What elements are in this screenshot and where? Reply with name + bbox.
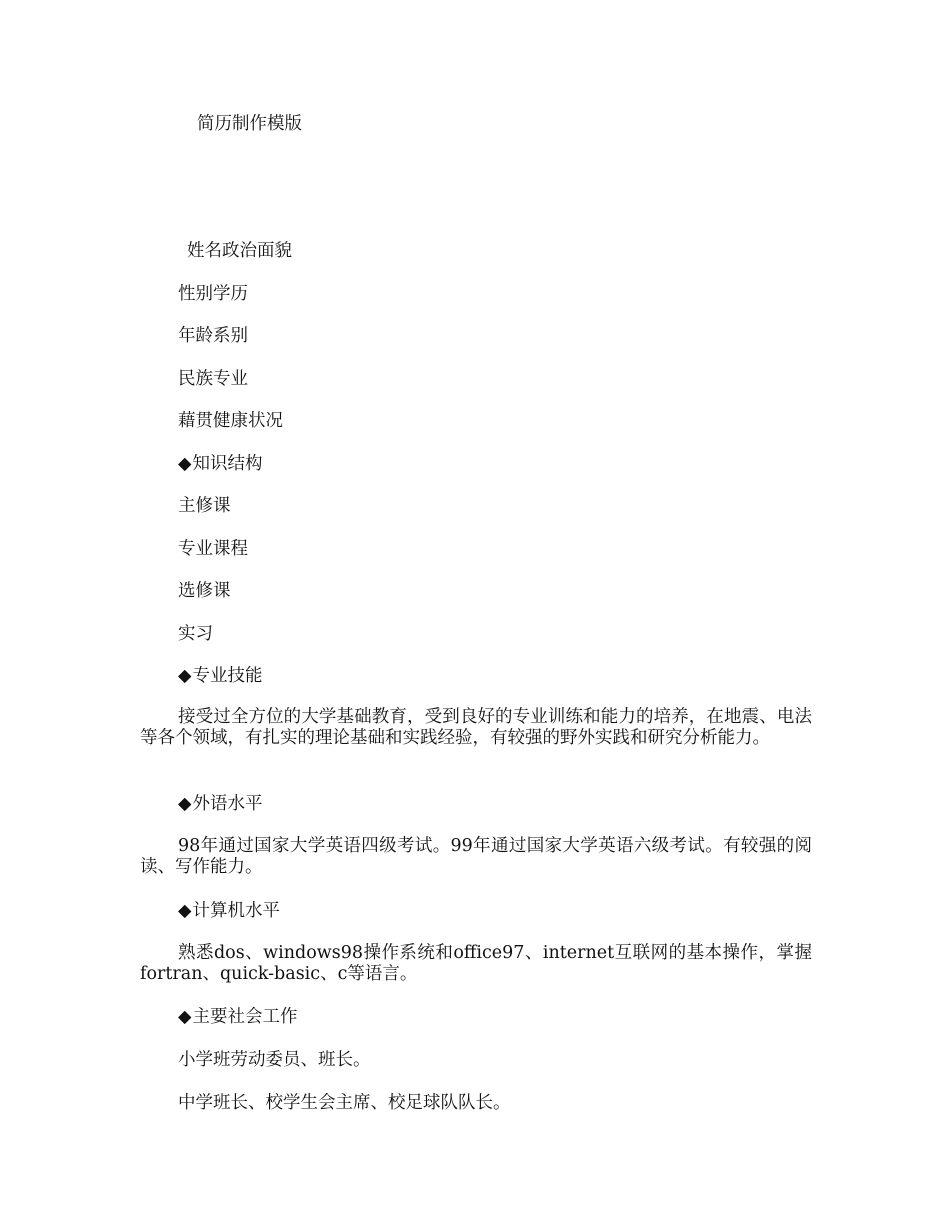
info-row-age-department: 年龄系别 [178,326,248,346]
section-heading-knowledge: ◆知识结构 [178,454,263,474]
knowledge-item-professional-courses: 专业课程 [178,539,248,559]
knowledge-item-major-courses: 主修课 [178,496,231,516]
language-paragraph: 98年通过国家大学英语四级考试。99年通过国家大学英语六级考试。有较强的阅读、写作能力。 [140,836,812,877]
document-title: 简历制作模版 [197,114,302,134]
section-heading-skills: ◆专业技能 [178,666,263,686]
skills-paragraph: 接受过全方位的大学基础教育，受到良好的专业训练和能力的培养，在地震、电法等各个领域，有扎实的理论基础和实践经验，有较强的野外实践和研究分析能力。 [140,707,812,748]
social-item-primary-school: 小学班劳动委员、班长。 [178,1050,371,1070]
knowledge-item-internship: 实习 [178,624,213,644]
social-item-middle-school: 中学班长、校学生会主席、校足球队队长。 [178,1093,511,1113]
diamond-bullet-icon: ◆ [178,454,192,474]
section-heading-language: ◆外语水平 [178,794,263,814]
section-heading-social: ◆主要社会工作 [178,1007,298,1027]
computer-paragraph: 熟悉dos、windows98操作系统和office97、internet互联网的基本操作，掌握fortran、quick-basic、c等语言。 [140,943,812,984]
knowledge-item-electives: 选修课 [178,581,231,601]
diamond-bullet-icon: ◆ [178,901,192,921]
info-row-ethnicity-major: 民族专业 [178,369,248,389]
diamond-bullet-icon: ◆ [178,794,192,814]
diamond-bullet-icon: ◆ [178,666,192,686]
diamond-bullet-icon: ◆ [178,1007,192,1027]
section-heading-computer: ◆计算机水平 [178,901,280,921]
info-row-hometown-health: 藉贯健康状况 [178,411,283,431]
info-row-gender-education: 性别学历 [178,284,248,304]
info-row-name-political: 姓名政治面貌 [187,241,292,261]
